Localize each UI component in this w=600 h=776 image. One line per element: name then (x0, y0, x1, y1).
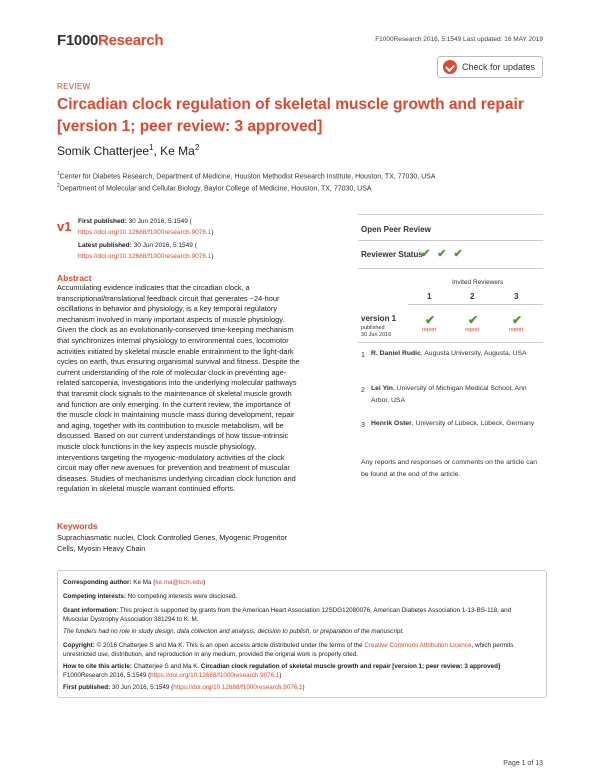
how-to-cite-label: How to cite this article: (63, 663, 132, 670)
first-published (78, 216, 268, 238)
latest-published-date: 30 Jun 2016, 5:1549 ( (133, 242, 197, 249)
author-separator: , (153, 144, 161, 158)
logo-suffix: Research (98, 32, 164, 49)
check-updates-icon (443, 60, 457, 74)
first-published-text: 30 Jun 2016, 5:1549 ( (110, 684, 174, 691)
page-number: Page 1 of 13 (503, 760, 543, 767)
corresponding-author-label: Corresponding author: (63, 579, 132, 586)
author-name[interactable]: Ke Ma (160, 144, 195, 158)
first-published-doi-link[interactable]: https://doi.org/10.12688/f1000research.9076.1 (173, 684, 303, 691)
competing-interests-text: No competing interests were disclosed. (125, 593, 238, 600)
cite-doi-link[interactable]: https://doi.org/10.12688/f1000research.9076.1 (150, 672, 280, 679)
author-name[interactable]: Somik Chatterjee (57, 144, 150, 158)
close-paren: ) (211, 229, 214, 236)
reviewer-column-2: 2 (470, 292, 475, 301)
cite-title: Circadian clock regulation of skeletal muscle growth and repair [version 1; peer review: 3 approved] (200, 663, 501, 670)
logo-prefix: F1000 (57, 32, 99, 49)
divider (358, 214, 543, 215)
corresponding-author-email[interactable]: ke.ma@bcm.edu (155, 579, 204, 586)
grant-information (63, 606, 538, 624)
divider (358, 240, 543, 241)
reviewer-affiliation: , University of Michigan Medical School, Ann Arbor, USA (371, 385, 527, 404)
approved-check-icon: ✔ (425, 313, 436, 327)
cite-authors: Chatterjee S and Ma K. (131, 663, 201, 670)
article-title: Circadian clock regulation of skeletal muscle growth and repair [version 1; peer review: 3 approved] (57, 96, 524, 135)
close-paren: ) (302, 684, 305, 691)
copyright-text: © 2016 Chatterjee S and Ma K. This is an open access article distributed under the terms of the (94, 642, 365, 649)
approved-check-icon: ✔ (468, 313, 479, 327)
close-paren: ) (211, 253, 214, 260)
grant-info-label: Grant information: (63, 607, 119, 614)
license-link[interactable]: Creative Commons Attribution Licence (364, 642, 472, 649)
reviewer-entry (371, 348, 543, 360)
corresponding-author (63, 578, 538, 587)
version-1-published (361, 325, 391, 339)
affil-marker: 2 (57, 183, 60, 189)
copyright-text-2: , which permits unrestricted use, distribution, and reproduction in any medium, provided the original work is properly cited. (63, 642, 514, 658)
latest-published-doi-link[interactable]: https://doi.org/10.12688/f1000research.9076.1 (78, 253, 212, 260)
corresponding-author-name: Ke Ma ( (131, 579, 156, 586)
reviewer-affiliation: , University of Lübeck, Lübeck, Germany (411, 420, 535, 427)
funders-statement: The funders had no role in study design, data collection and analysis, decision to publish, or preparation of the manuscript. (63, 628, 404, 635)
citation-header: F1000Research 2016, 5:1549 Last updated: 16 MAY 2019 (375, 36, 543, 43)
competing-interests-label: Competing interests: (63, 593, 126, 600)
reviewer-status-checks: ✔ ✔ ✔ (421, 248, 465, 260)
first-published-label: First published: (63, 684, 111, 691)
approved-check-icon: ✔ (512, 313, 523, 327)
close-paren: ) (279, 672, 282, 679)
version-1-label: version 1 (361, 314, 397, 323)
version-published-date: 30 Jun 2016 (361, 332, 392, 338)
copyright (63, 641, 538, 659)
affiliation-1 (57, 171, 436, 180)
reviewer-number: 1 (361, 352, 365, 359)
open-peer-review-title: Open Peer Review (361, 225, 431, 234)
reviewer-name[interactable]: Henrik Oster (371, 420, 412, 427)
affil-text: Department of Molecular and Cellular Biology, Baylor College of Medicine, Houston, TX, 77030, USA (59, 185, 372, 193)
reviewer-number: 2 (361, 387, 365, 394)
invited-reviewers-label: Invited Reviewers (452, 279, 504, 286)
report-link-2[interactable]: report (465, 327, 480, 333)
latest-published-label: Latest published: (78, 242, 132, 249)
latest-published (78, 240, 268, 262)
copyright-label: Copyright: (63, 642, 95, 649)
article-type: REVIEW (57, 82, 91, 91)
first-published-label: First published: (78, 218, 127, 225)
affiliation-2 (57, 183, 372, 192)
affil-marker: 1 (57, 171, 60, 177)
author-affil-marker: 2 (194, 143, 200, 152)
cite-journal: F1000Research 2016, 5:1549 ( (63, 672, 151, 679)
first-published-info (63, 683, 538, 692)
author-list (57, 143, 199, 158)
reviewer-status-label: Reviewer Status (361, 250, 423, 259)
how-to-cite (63, 662, 538, 680)
reviewer-number: 3 (361, 422, 365, 429)
divider (358, 268, 543, 269)
reviewer-column-3: 3 (514, 292, 519, 301)
reports-note: Any reports and responses or comments on the article can be found at the end of the article. (361, 459, 538, 478)
first-published-date: 30 Jun 2016, 5:1549 ( (128, 218, 192, 225)
reviewer-name[interactable]: R. Daniel Rudic (371, 350, 421, 357)
divider (358, 342, 543, 343)
reviewer-name[interactable]: Lei Yin (371, 385, 393, 392)
affil-text: Center for Diabetes Research, Department of Medicine, Houston Methodist Research Institute, Houston, TX, 77030, USA (59, 173, 436, 181)
competing-interests (63, 592, 538, 601)
report-link-3[interactable]: report (509, 327, 524, 333)
reviewer-entry (371, 418, 543, 430)
close-paren: ) (203, 579, 206, 586)
abstract-text: Accumulating evidence indicates that the circadian clock, a transcriptional/translational feedback circuit that generates ~24-hour oscillations in behavior and physiology, is a key temporal regulatory mechanism involved in many important aspects of muscle physiology. Given the clock as an evolutionarily-conserved time-keeping mechanism that synchronizes internal physiology to environmental cues, locomotor activities initiated by skeletal muscle enable entrainment to the light-dark cycles on earth, thus ensuring organismal survival and fitness. Despite the current understanding of the role of molecular clock in preventing age-related sarcopenia, investigations into the underlying molecular pathways that transmit clock signals to the maintenance of skeletal muscle growth and function are only emerging. In the current review, the importance of the muscle clock in maintaining muscle mass during development, repair and aging, together with its contribution to muscle metabolism, will be discussed. Based on our current understandings of how tissue-intrinsic muscle clock functions in the key aspects muscle physiology, interventions targeting the myogenic-modulatory activities of the clock circuit may offer new avenues for prevention and treatment of muscular diseases. Studies of mechanisms underlying circadian clock function and regulation in skeletal muscle warrant continued efforts. (57, 283, 300, 494)
reviewer-entry (371, 383, 543, 407)
reviewer-column-1: 1 (427, 292, 432, 301)
peer-review-panel (358, 214, 543, 499)
first-published-doi-link[interactable]: https://doi.org/10.12688/f1000research.9076.1 (78, 229, 212, 236)
report-link-1[interactable]: report (422, 327, 437, 333)
check-for-updates-button[interactable] (437, 56, 543, 78)
abstract-heading: Abstract (57, 273, 92, 283)
check-updates-label: Check for updates (461, 62, 535, 72)
version-published-text: published (361, 325, 385, 331)
author-affil-marker: 1 (149, 143, 154, 152)
f1000research-logo[interactable] (57, 32, 163, 49)
divider (408, 304, 543, 305)
grant-info-text: This project is supported by grants from the American Heart Association 12SDG12080076, American Diabetes Association 1-13-BS-118, and Muscular Dystrophy Association 381294 to K. M. (63, 607, 512, 623)
version-label: v1 (57, 219, 72, 234)
reviewer-affiliation: , Augusta University, Augusta, USA (420, 350, 527, 357)
keywords-heading: Keywords (57, 521, 98, 531)
keywords-text: Suprachiasmatic nuclei, Clock Controlled Genes, Myogenic Progenitor Cells, Myosin Heavy Chain (57, 533, 288, 553)
